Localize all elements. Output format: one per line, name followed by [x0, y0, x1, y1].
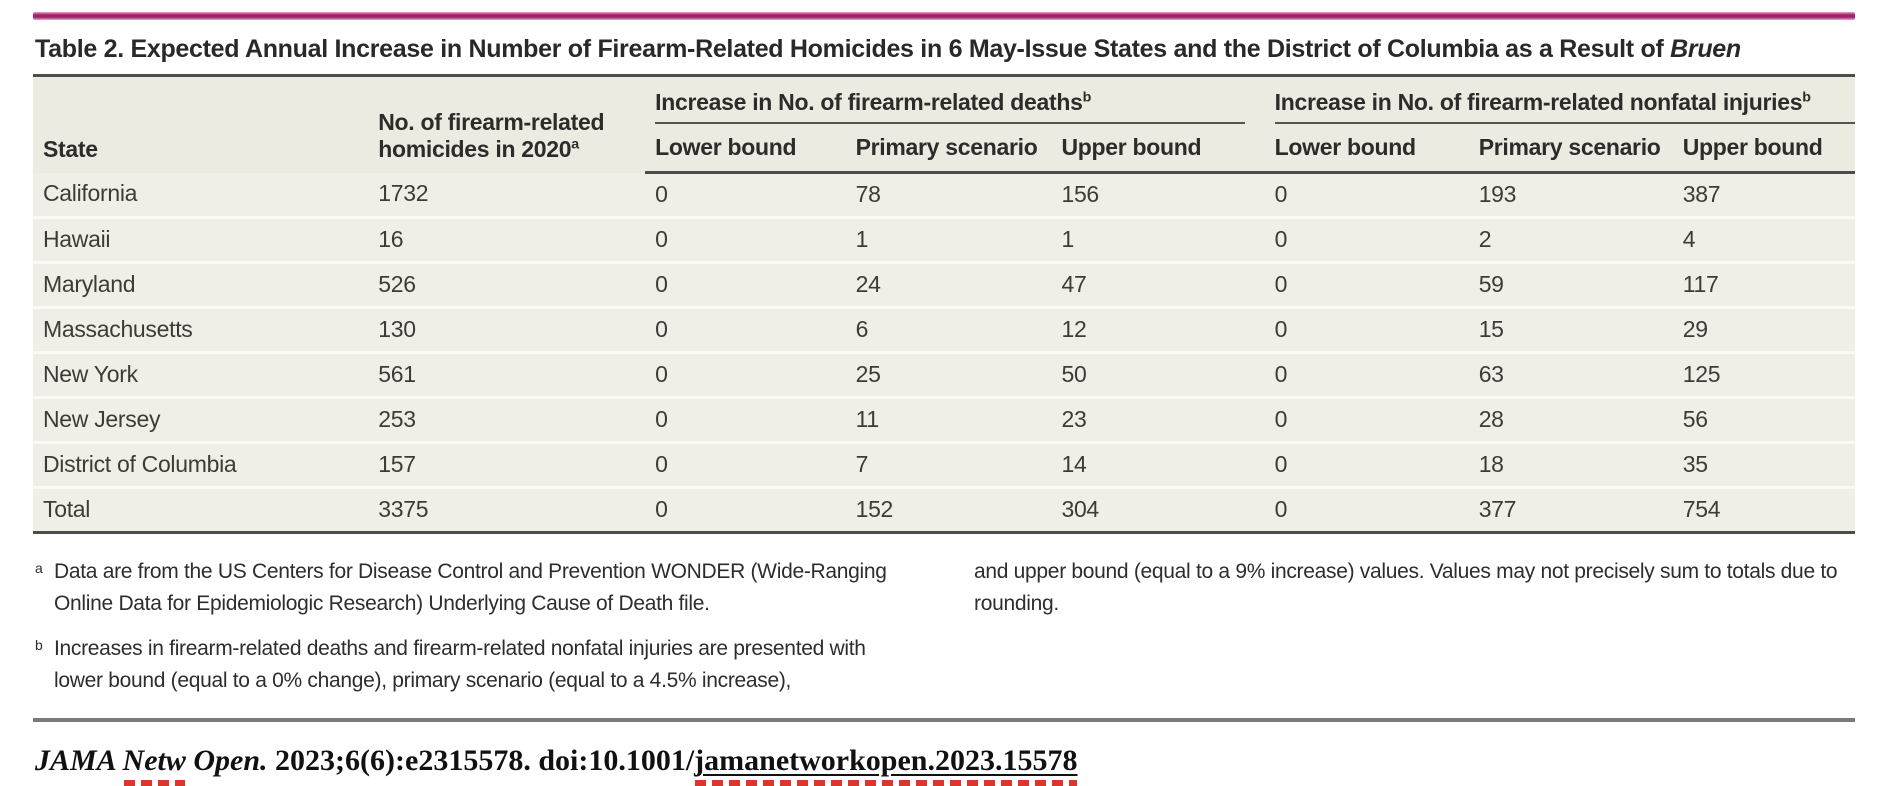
value-cell: 0	[645, 353, 845, 398]
table-row	[33, 263, 1855, 308]
table-title-text: Table 2. Expected Annual Increase in Number of Firearm-Related Homicides in 6 May-Issue States and the District of Columbia as a Result of	[35, 35, 1664, 63]
footnote-ref-a: a	[571, 135, 580, 152]
value-cell: 7	[846, 443, 1052, 488]
state-cell: Total	[33, 488, 368, 533]
value-cell: 35	[1673, 443, 1855, 488]
table-row	[33, 308, 1855, 353]
footnote-a	[33, 556, 914, 619]
state-cell: California	[33, 173, 368, 218]
value-cell: 387	[1673, 173, 1855, 218]
group-header-deaths	[645, 76, 1264, 125]
value-cell: 24	[846, 263, 1052, 308]
value-cell: 304	[1051, 488, 1264, 533]
value-cell: 0	[645, 173, 845, 218]
value-cell: 0	[1265, 443, 1469, 488]
value-cell: 0	[1265, 218, 1469, 263]
table-end-rule	[33, 718, 1855, 722]
data-table	[33, 74, 1855, 534]
table-title-italic-case-name: Bruen	[1670, 35, 1741, 63]
state-cell: Maryland	[33, 263, 368, 308]
footnote-b-continued-text: and upper bound (equal to a 9% increase) values. Values may not precisely sum to totals due to rounding.	[974, 560, 1838, 615]
value-cell: 156	[1051, 173, 1264, 218]
table-row	[33, 398, 1855, 443]
value-cell: 0	[645, 398, 845, 443]
value-cell: 3375	[368, 488, 645, 533]
value-cell: 59	[1469, 263, 1673, 308]
column-header-homicides	[368, 76, 645, 173]
value-cell: 117	[1673, 263, 1855, 308]
footnotes-right-column	[974, 556, 1855, 710]
citation-journal-name: JAMA	[35, 744, 123, 777]
jama-brand-bar	[33, 12, 1855, 20]
table-row	[33, 488, 1855, 533]
value-cell: 78	[846, 173, 1052, 218]
value-cell: 28	[1469, 398, 1673, 443]
value-cell: 15	[1469, 308, 1673, 353]
table-title	[35, 35, 1852, 64]
state-cell: District of Columbia	[33, 443, 368, 488]
table-row	[33, 443, 1855, 488]
value-cell: 0	[645, 263, 845, 308]
footnote-a-marker: a	[35, 560, 43, 576]
value-cell: 6	[846, 308, 1052, 353]
citation-line	[35, 744, 1852, 778]
value-cell: 0	[1265, 353, 1469, 398]
value-cell: 23	[1051, 398, 1264, 443]
value-cell: 1	[846, 218, 1052, 263]
value-cell: 253	[368, 398, 645, 443]
column-header-upper-bound-deaths: Upper bound	[1051, 124, 1264, 173]
value-cell: 561	[368, 353, 645, 398]
value-cell: 2	[1469, 218, 1673, 263]
citation-details: 2023;6(6):e2315578. doi:10.1001/	[267, 744, 695, 777]
value-cell: 193	[1469, 173, 1673, 218]
group-header-row	[33, 76, 1855, 125]
column-header-primary-scenario-deaths: Primary scenario	[846, 124, 1052, 173]
value-cell: 130	[368, 308, 645, 353]
value-cell: 25	[846, 353, 1052, 398]
column-header-lower-bound-deaths: Lower bound	[645, 124, 845, 173]
table-row	[33, 353, 1855, 398]
state-cell: New Jersey	[33, 398, 368, 443]
state-cell: Massachusetts	[33, 308, 368, 353]
table-row	[33, 218, 1855, 263]
value-cell: 125	[1673, 353, 1855, 398]
column-header-homicides-text: No. of firearm-related homicides in 2020	[378, 108, 605, 162]
footnote-b	[33, 633, 914, 696]
footnotes-section	[33, 556, 1855, 710]
value-cell: 63	[1469, 353, 1673, 398]
table-body	[33, 173, 1855, 533]
value-cell: 526	[368, 263, 645, 308]
state-cell: Hawaii	[33, 218, 368, 263]
value-cell: 0	[1265, 488, 1469, 533]
value-cell: 18	[1469, 443, 1673, 488]
value-cell: 0	[645, 443, 845, 488]
footnote-b-text: Increases in firearm-related deaths and firearm-related nonfatal injuries are presented with lower bound (equal to a 0% change), primary scenario (equal to a 4.5% increase),	[54, 637, 866, 692]
column-header-primary-scenario-injuries: Primary scenario	[1469, 124, 1673, 173]
footnote-ref-b: b	[1082, 89, 1092, 106]
footnote-b-marker: b	[35, 637, 43, 653]
value-cell: 157	[368, 443, 645, 488]
value-cell: 0	[645, 488, 845, 533]
value-cell: 1732	[368, 173, 645, 218]
table-row	[33, 173, 1855, 218]
column-header-upper-bound-injuries: Upper bound	[1673, 124, 1855, 173]
value-cell: 50	[1051, 353, 1264, 398]
value-cell: 0	[1265, 308, 1469, 353]
value-cell: 16	[368, 218, 645, 263]
value-cell: 754	[1673, 488, 1855, 533]
column-header-state: State	[33, 76, 368, 173]
footnotes-left-column	[33, 556, 914, 710]
value-cell: 47	[1051, 263, 1264, 308]
value-cell: 0	[645, 218, 845, 263]
value-cell: 4	[1673, 218, 1855, 263]
value-cell: 0	[645, 308, 845, 353]
value-cell: 0	[1265, 173, 1469, 218]
value-cell: 1	[1051, 218, 1264, 263]
value-cell: 56	[1673, 398, 1855, 443]
group-header-injuries	[1265, 76, 1855, 125]
value-cell: 14	[1051, 443, 1264, 488]
value-cell: 11	[846, 398, 1052, 443]
state-cell: New York	[33, 353, 368, 398]
value-cell: 0	[1265, 398, 1469, 443]
citation-spellcheck-word: Netw	[122, 744, 186, 777]
value-cell: 12	[1051, 308, 1264, 353]
footnote-a-text: Data are from the US Centers for Disease Control and Prevention WONDER (Wide-Ranging Online Data for Epidemiologic Research) Underlying Cause of Death file.	[54, 560, 887, 615]
footnote-ref-b: b	[1802, 89, 1811, 106]
group-header-injuries-text: Increase in No. of firearm-related nonfatal injuries	[1274, 89, 1803, 115]
group-header-deaths-text: Increase in No. of firearm-related deaths	[655, 89, 1083, 115]
column-header-lower-bound-injuries: Lower bound	[1265, 124, 1469, 173]
footnote-b-continued	[974, 556, 1855, 619]
value-cell: 377	[1469, 488, 1673, 533]
value-cell: 29	[1673, 308, 1855, 353]
value-cell: 152	[846, 488, 1052, 533]
citation-doi-link[interactable]: jamanetworkopen.2023.15578	[694, 744, 1078, 777]
citation-journal-name-end: Open.	[185, 744, 268, 777]
value-cell: 0	[1265, 263, 1469, 308]
